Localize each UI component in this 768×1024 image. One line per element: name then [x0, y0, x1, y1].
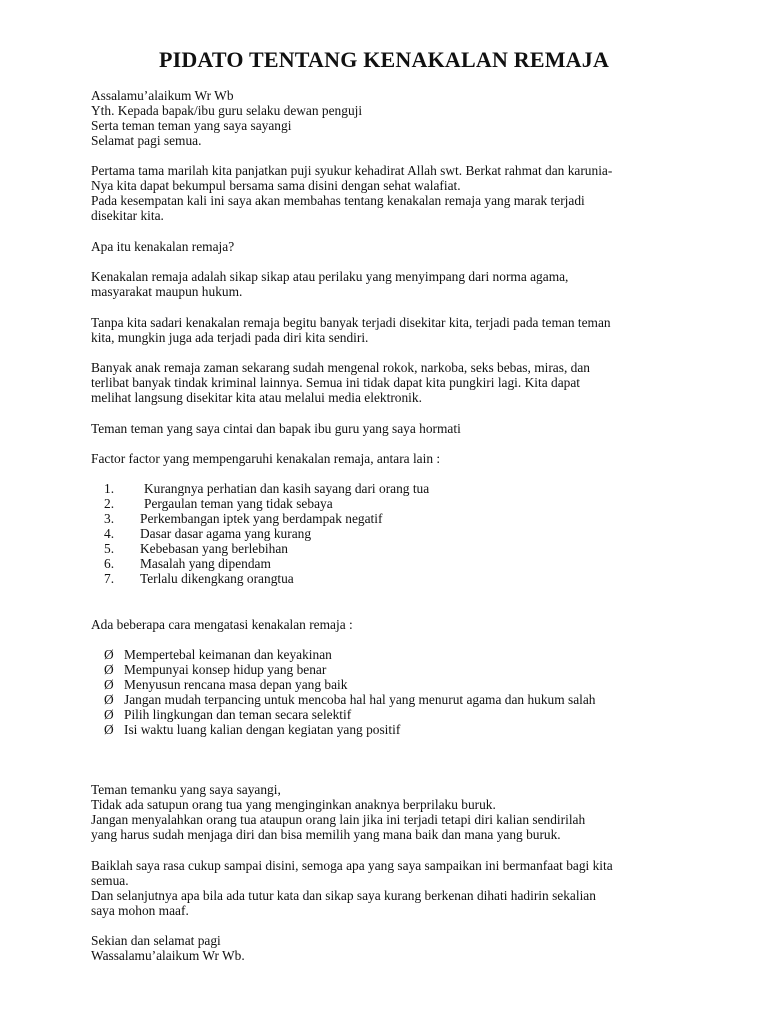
list-item: Kurangnya perhatian dan kasih sayang dari orang tua: [144, 481, 430, 496]
closing-line: Baiklah saya rasa cukup sampai disini, semoga apa yang saya sampaikan ini bermanfaat bagi kita: [91, 858, 613, 873]
closing-line: yang harus sudah menjaga diri dan bisa memilih yang mana baik dan mana yang buruk.: [91, 827, 561, 842]
greeting-line: Selamat pagi semua.: [91, 133, 202, 148]
list-number: 7.: [104, 571, 115, 586]
list-number: 3.: [104, 511, 115, 526]
intro-line: Pada kesempatan kali ini saya akan membahas tentang kenakalan remaja yang marak terjadi: [91, 193, 585, 208]
solutions-intro: Ada beberapa cara mengatasi kenakalan remaja :: [91, 617, 353, 632]
bullet-icon: Ø: [104, 647, 114, 662]
bullet-item: Isi waktu luang kalian dengan kegiatan yang positif: [124, 722, 401, 737]
question-line: Apa itu kenakalan remaja?: [91, 239, 235, 254]
greeting-line: Yth. Kepada bapak/ibu guru selaku dewan penguji: [91, 103, 363, 118]
closing-line: semua.: [91, 873, 129, 888]
closing-line: Jangan menyalahkan orang tua ataupun orang lain jika ini terjadi tetapi diri kalian sendirilah: [91, 812, 586, 827]
paragraph-line: Banyak anak remaja zaman sekarang sudah mengenal rokok, narkoba, seks bebas, miras, dan: [91, 360, 590, 375]
greeting-line: Serta teman teman yang saya sayangi: [91, 118, 292, 133]
list-item: Kebebasan yang berlebihan: [140, 541, 288, 556]
bullet-item: Menyusun rencana masa depan yang baik: [124, 677, 348, 692]
list-item: Pergaulan teman yang tidak sebaya: [144, 496, 333, 511]
bullet-item: Jangan mudah terpancing untuk mencoba hal hal yang menurut agama dan hukum salah: [124, 692, 596, 707]
list-number: 6.: [104, 556, 115, 571]
bullet-icon: Ø: [104, 692, 114, 707]
list-number: 5.: [104, 541, 115, 556]
list-number: 1.: [104, 481, 115, 496]
address-line: Teman teman yang saya cintai dan bapak ibu guru yang saya hormati: [91, 421, 461, 436]
closing-line: Tidak ada satupun orang tua yang menginginkan anaknya berprilaku buruk.: [91, 797, 496, 812]
bullet-icon: Ø: [104, 662, 114, 677]
bullet-icon: Ø: [104, 722, 114, 737]
bullet-item: Mempertebal keimanan dan keyakinan: [124, 647, 332, 662]
definition-line: masyarakat maupun hukum.: [91, 284, 243, 299]
intro-line: Nya kita dapat bekumpul bersama sama disini dengan sehat walafiat.: [91, 178, 461, 193]
page-title: PIDATO TENTANG KENAKALAN REMAJA: [158, 47, 610, 72]
signoff-line: Wassalamu’alaikum Wr Wb.: [91, 948, 245, 963]
list-item: Masalah yang dipendam: [140, 556, 271, 571]
paragraph-line: Tanpa kita sadari kenakalan remaja begitu banyak terjadi disekitar kita, terjadi pada teman teman: [91, 315, 611, 330]
closing-line: Teman temanku yang saya sayangi,: [91, 782, 281, 797]
greeting-line: Assalamu’alaikum Wr Wb: [91, 88, 234, 103]
list-item: Terlalu dikengkang orangtua: [140, 571, 294, 586]
bullet-item: Mempunyai konsep hidup yang benar: [124, 662, 327, 677]
factors-intro: Factor factor yang mempengaruhi kenakalan remaja, antara lain :: [91, 451, 441, 466]
definition-line: Kenakalan remaja adalah sikap sikap atau perilaku yang menyimpang dari norma agama,: [91, 269, 569, 284]
bullet-icon: Ø: [104, 677, 114, 692]
bullet-item: Pilih lingkungan dan teman secara selektif: [124, 707, 352, 722]
list-number: 4.: [104, 526, 115, 541]
list-number: 2.: [104, 496, 115, 511]
paragraph-line: terlibat banyak tindak kriminal lainnya. Semua ini tidak dapat kita pungkiri lagi. Kita dapat: [91, 375, 581, 390]
intro-line: Pertama tama marilah kita panjatkan puji syukur kehadirat Allah swt. Berkat rahmat dan karunia-: [91, 163, 613, 178]
intro-line: disekitar kita.: [91, 208, 164, 223]
paragraph-line: kita, mungkin juga ada terjadi pada diri kita sendiri.: [91, 330, 369, 345]
paragraph-line: melihat langsung disekitar kita atau melalui media elektronik.: [91, 390, 422, 405]
signoff-line: Sekian dan selamat pagi: [91, 933, 221, 948]
closing-line: Dan selanjutnya apa bila ada tutur kata dan sikap saya kurang berkenan dihati hadirin sekalian: [91, 888, 596, 903]
list-item: Perkembangan iptek yang berdampak negatif: [140, 511, 383, 526]
closing-line: saya mohon maaf.: [91, 903, 189, 918]
bullet-icon: Ø: [104, 707, 114, 722]
list-item: Dasar dasar agama yang kurang: [140, 526, 312, 541]
